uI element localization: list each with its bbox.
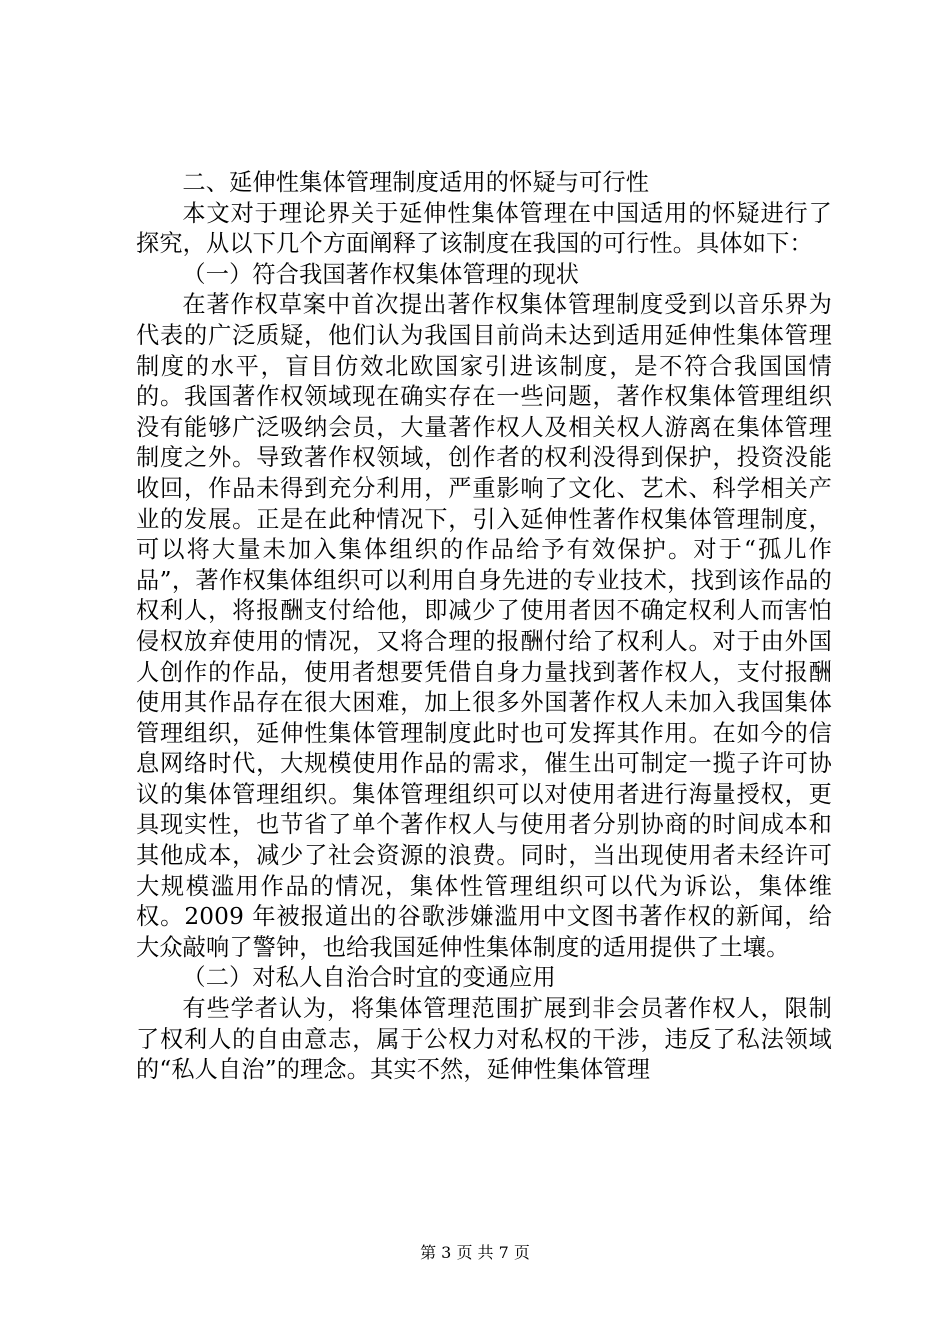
body-text xyxy=(136,168,832,1086)
body-paragraph-2: 有些学者认为，将集体管理范围扩展到非会员著作权人，限制了权利人的自由意志，属于公权力对私权的干涉，违反了私法领域的“私人自治”的理念。其实不然，延伸性集体管理 xyxy=(136,995,832,1084)
page-footer: 第 3 页 共 7 页 xyxy=(420,1243,530,1262)
subsection-heading-2: （二）对私人自治合时宜的变通应用 xyxy=(182,964,556,992)
subsection-heading-1: （一）符合我国著作权集体管理的现状 xyxy=(182,260,580,288)
section-heading: 二、延伸性集体管理制度适用的怀疑与可行性 xyxy=(182,169,650,196)
intro-paragraph: 本文对于理论界关于延伸性集体管理在中国适用的怀疑进行了探究，从以下几个方面阐释了该制度在我国的可行性。具体如下： xyxy=(136,199,832,258)
body-paragraph-1: 在著作权草案中首次提出著作权集体管理制度受到以音乐界为代表的广泛质疑，他们认为我国目前尚未达到适用延伸性集体管理制度的水平，盲目仿效北欧国家引进该制度，是不符合我国国情的。我国著作权领域现在确实存在一些问题，著作权集体管理组织没有能够广泛吸纳会员，大量著作权人及相关权人游离在集体管理制度之外。导致著作权领域，创作者的权利没得到保护，投资没能收回，作品未得到充分利用，严重影响了文化、艺术、科学相关产业的发展。正是在此种情况下，引入延伸性著作权集体管理制度，可以将大量未加入集体组织的作品给予有效保护。对于“孤儿作品”，著作权集体组织可以利用自身先进的专业技术，找到该作品的权利人，将报酬支付给他，即减少了使用者因不确定权利人而害怕侵权放弃使用的情况，又将合理的报酬付给了权利人。对于由外国人创作的作品，使用者想要凭借自身力量找到著作权人，支付报酬使用其作品存在很大困难，加上很多外国著作权人未加入我国集体管理组织，延伸性集体管理制度此时也可发挥其作用。在如今的信息网络时代，大规模使用作品的需求，催生出可制定一揽子许可协议的集体管理组织。集体管理组织可以对使用者进行海量授权，更具现实性，也节省了单个著作权人与使用者分别协商的时间成本和其他成本，减少了社会资源的浪费。同时，当出现使用者未经许可大规模滥用作品的情况，集体性管理组织可以代为诉讼，集体维权。2009 年被报道出的谷歌涉嫌滥用中文图书著作权的新闻，给大众敲响了警钟，也给我国延伸性集体制度的适用提供了土壤。 xyxy=(136,291,832,961)
